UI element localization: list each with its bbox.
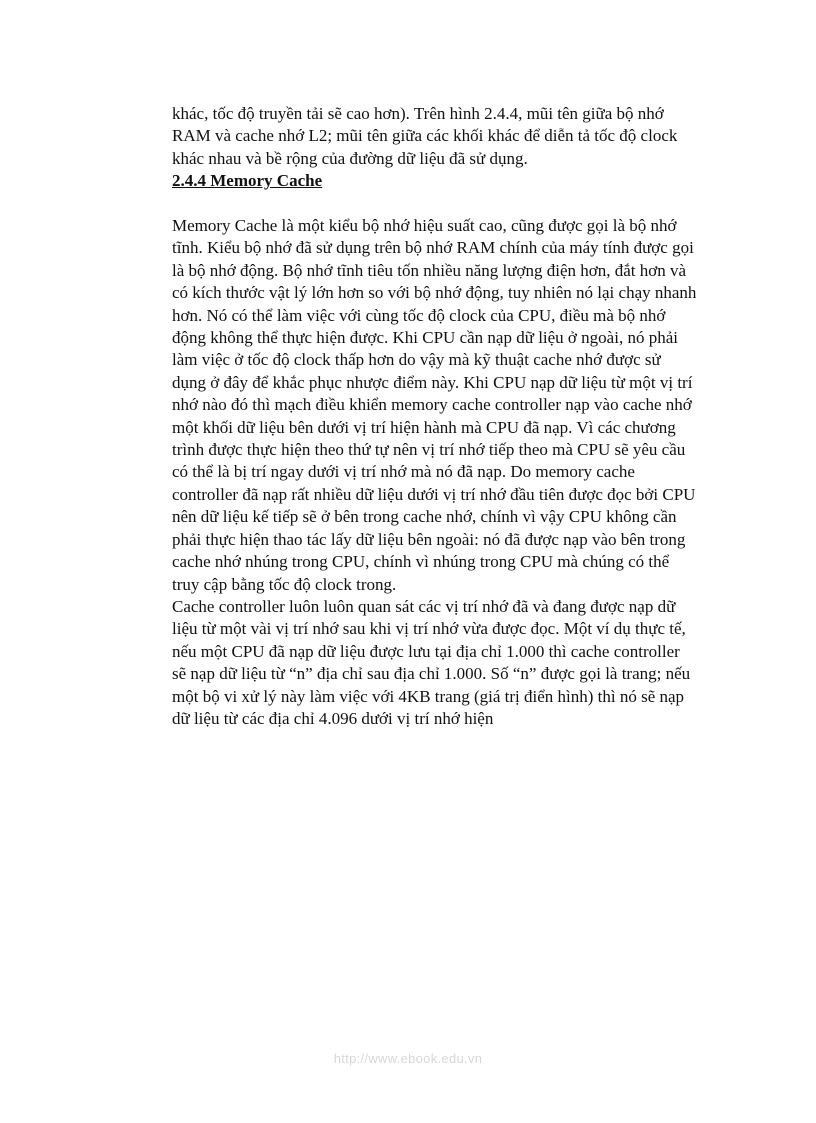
text-line: nhớ nào đó thì mạch điều khiển memory cache controller nạp vào cache nhớ bbox=[172, 395, 692, 415]
text-line: hơn. Nó có thể làm việc với cùng tốc độ clock của CPU, điều mà bộ nhớ bbox=[172, 305, 666, 325]
text-line: khác, tốc độ truyền tải sẽ cao hơn). Trên hình 2.4.4, mũi tên giữa bộ nhớ bbox=[172, 104, 664, 123]
text-line: có thể là bị trí ngay dưới vị trí nhớ mà nó đã nạp. Do memory cache bbox=[172, 462, 635, 482]
text-line: truy cập bằng tốc độ clock trong. bbox=[172, 574, 397, 594]
text-line: tĩnh. Kiểu bộ nhớ đã sử dụng trên bộ nhớ RAM chính của máy tính được gọi bbox=[172, 238, 694, 258]
text-line: cache nhớ nhúng trong CPU, chính vì nhúng trong CPU mà chúng có thể bbox=[172, 552, 670, 572]
paragraph-cache-controller bbox=[172, 596, 762, 730]
text-line: nếu một CPU đã nạp dữ liệu được lưu tại địa chỉ 1.000 thì cache controller bbox=[172, 641, 680, 661]
text-line: trình được thực hiện theo thứ tự nên vị trí nhớ tiếp theo mà CPU sẽ yêu cầu bbox=[172, 440, 686, 460]
text-line: là bộ nhớ động. Bộ nhớ tĩnh tiêu tốn nhiều năng lượng điện hơn, đắt hơn và bbox=[172, 260, 687, 280]
section-heading: 2.4.4 Memory Cache bbox=[172, 171, 323, 191]
text-line: động không thể thực hiện được. Khi CPU cần nạp dữ liệu ở ngoài, nó phải bbox=[172, 328, 678, 348]
text-line: sẽ nạp dữ liệu từ “n” địa chỉ sau địa chỉ 1.000. Số “n” được gọi là trang; nếu bbox=[172, 664, 691, 684]
text-line: liệu từ một vài vị trí nhớ sau khi vị trí nhớ vừa được đọc. Một ví dụ thực tế, bbox=[172, 619, 686, 639]
document-body bbox=[172, 103, 762, 730]
text-line: dụng ở đây để khắc phục nhược điểm này. Khi CPU nạp dữ liệu từ một vị trí bbox=[172, 372, 693, 392]
text-line: dữ liệu từ các địa chỉ 4.096 dưới vị trí nhớ hiện bbox=[172, 708, 494, 728]
text-line: một khối dữ liệu bên dưới vị trí hiện hành mà CPU đã nạp. Vì các chương bbox=[172, 417, 676, 437]
text-line: có kích thước vật lý lớn hơn so với bộ nhớ động, tuy nhiên nó lại chạy nhanh bbox=[172, 283, 697, 303]
text-line: controller đã nạp rất nhiều dữ liệu dưới vị trí nhớ đầu tiên được đọc bởi CPU bbox=[172, 484, 696, 504]
text-line: RAM và cache nhớ L2; mũi tên giữa các khối khác để diễn tả tốc độ clock bbox=[172, 126, 678, 146]
text-line: phải thực hiện thao tác lấy dữ liệu bên ngoài: nó đã được nạp vào bên trong bbox=[172, 529, 686, 549]
footer-watermark-url: http://www.ebook.edu.vn bbox=[333, 1051, 483, 1066]
text-line: Memory Cache là một kiểu bộ nhớ hiệu suất cao, cũng được gọi là bộ nhớ bbox=[172, 216, 677, 236]
text-line: một bộ vi xử lý này làm việc với 4KB trang (giá trị điển hình) thì nó sẽ nạp bbox=[172, 686, 685, 706]
text-line: nên dữ liệu kế tiếp sẽ ở bên trong cache nhớ, chính vì vậy CPU không cần bbox=[172, 507, 677, 527]
intro-paragraph bbox=[172, 103, 762, 170]
text-line: làm việc ở tốc độ clock thấp hơn do vậy mà kỹ thuật cache nhớ được sử bbox=[172, 350, 661, 370]
text-line: Cache controller luôn luôn quan sát các vị trí nhớ đã và đang được nạp dữ bbox=[172, 596, 676, 616]
paragraph-memory-cache bbox=[172, 215, 762, 596]
text-line: khác nhau và bề rộng của đường dữ liệu đã sử dụng. bbox=[172, 148, 528, 168]
